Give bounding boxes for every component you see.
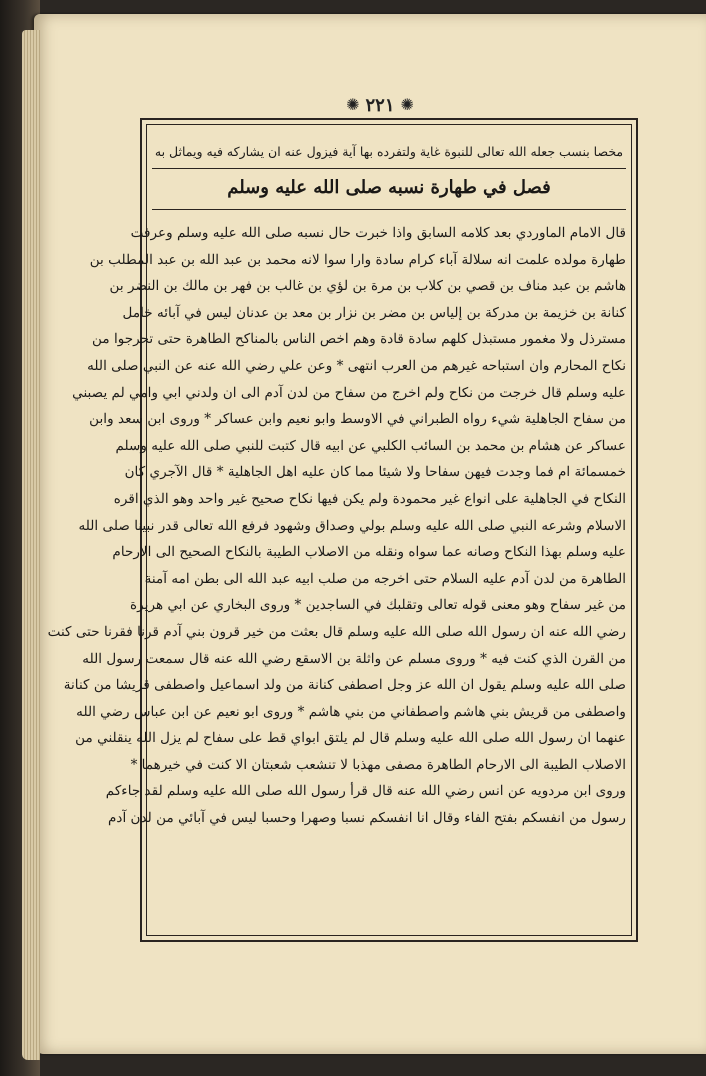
text-line: طهارة مولده علمت انه سلالة آباء كرام سادة وارا سوا لانه محمد بن عبد الله بن عبد المطلب بن: [89, 251, 626, 268]
text-line: من غير سفاح وهو معنى قوله تعالى وتقلبك في الساجدين * وروى البخاري عن ابي هريرة: [130, 597, 626, 614]
text-line: قال الامام الماوردي بعد كلامه السابق واذا خبرت حال نسبه صلى الله عليه وسلم وعرفت: [130, 225, 626, 241]
text-line: الاسلام وشرعه النبي صلى الله عليه وسلم بولي وصداق وشهود فرفع الله تعالى قدر نبينا صلى الله: [78, 517, 626, 534]
text-line: خمسمائة ام فما وجدت فيهن سفاحا ولا شيئا مما كان عليه اهل الجاهلية * قال الآجري كان: [124, 464, 626, 481]
text-line: وروى ابن مردويه عن انس رضي الله عنه قال قرأ رسول الله صلى الله عليه وسلم لقد جاءكم: [105, 783, 626, 800]
text-line: عنهما ان رسول الله صلى الله عليه وسلم قال لم يلتق ابواي قط على سفاح لم يزل الله ينقلني من: [75, 730, 626, 747]
text-line: الاصلاب الطيبة الى الارحام الطاهرة مصفى مهذبا لا تنشعب شعبتان الا كنت في خيرهما *: [130, 756, 626, 773]
ornament-right-icon: ✺: [400, 95, 414, 114]
text-line: عساكر عن هشام بن محمد بن السائب الكلبي عن ابيه قال كتبت للنبي صلى الله عليه وسلم: [115, 437, 626, 454]
text-line: هاشم بن عبد مناف بن قصي بن كلاب بن مرة بن لؤي بن غالب بن فهر بن مالك بن النضر بن: [109, 278, 626, 295]
text-line: رضي الله عنه ان رسول الله صلى الله عليه وسلم قال بعثت من خير قرون بني آدم قرنا فقرنا حتى كنت: [47, 623, 626, 640]
text-line: عليه وسلم بهذا النكاح وصانه عما سواه ونقله من الاصلاب الطيبة بالنكاح الصحيح الى الارحام: [112, 544, 626, 561]
page-number: ٢٢١: [365, 94, 395, 116]
text-line: واصطفى من قريش بني هاشم واصطفاني من بني هاشم * وروى ابو نعيم عن ابن عباس رضي الله: [76, 703, 626, 720]
text-line: من سفاح الجاهلية شيء رواه الطبراني في الاوسط وابو نعيم وابن عساكر * وروى ابن سعد وابن: [89, 411, 626, 428]
text-line: الطاهرة من لدن آدم عليه السلام حتى اخرجه من صلب ابيه عبد الله الى بطن امه آمنة: [144, 570, 626, 587]
page-edges: [22, 30, 40, 1060]
text-line: من القرن الذي كنت فيه * وروى مسلم عن واثلة بن الاسقع رضي الله عنه قال سمعت رسول الله: [82, 650, 626, 667]
page-header: [300, 90, 460, 120]
text-line: نكاح المحارم وان استباحه غيرهم من العرب انتهى * وعن علي رضي الله عنه عن النبي صلى الله: [87, 357, 626, 374]
body-text: [47, 220, 626, 832]
ornament-left-icon: ✺: [346, 95, 360, 114]
section-title: فصل في طهارة نسبه صلى الله عليه وسلم: [227, 177, 551, 198]
text-line: مسترذل ولا مغمور مستبذل كلهم سادة قادة وهم اخص الناس بالمناكح الطاهرة حتى تحرجوا من: [92, 331, 626, 348]
text-line: النكاح في الجاهلية على انواع غير محمودة ولم يكن فيها نكاح صحيح غير واحد وهو الذي اقره: [113, 490, 626, 507]
text-line: رسول من انفسكم بفتح الفاء وقال انا انفسكم نسبا وصهرا وحسبا ليس في آبائي من لدن آدم: [107, 810, 626, 827]
text-line: عليه وسلم قال خرجت من نكاح ولم اخرج من سفاح من لدن آدم الى ان ولدني ابي وامي لم يصبني: [72, 384, 626, 401]
text-line: صلى الله عليه وسلم يقول ان الله عز وجل اصطفى كنانة من ولد اسماعيل واصطفى قريشا من كنانة: [63, 677, 626, 694]
text-line: كنانة بن خزيمة بن مدركة بن إلياس بن مضر بن نزار بن معد بن عدنان ليس في آبائه خامل: [122, 304, 626, 321]
continuation-line: مخصا بنسب جعله الله تعالى للنبوة غاية ولتفرده بها آية فيزول عنه ان يشاركه فيه ويماثل به: [154, 144, 624, 159]
